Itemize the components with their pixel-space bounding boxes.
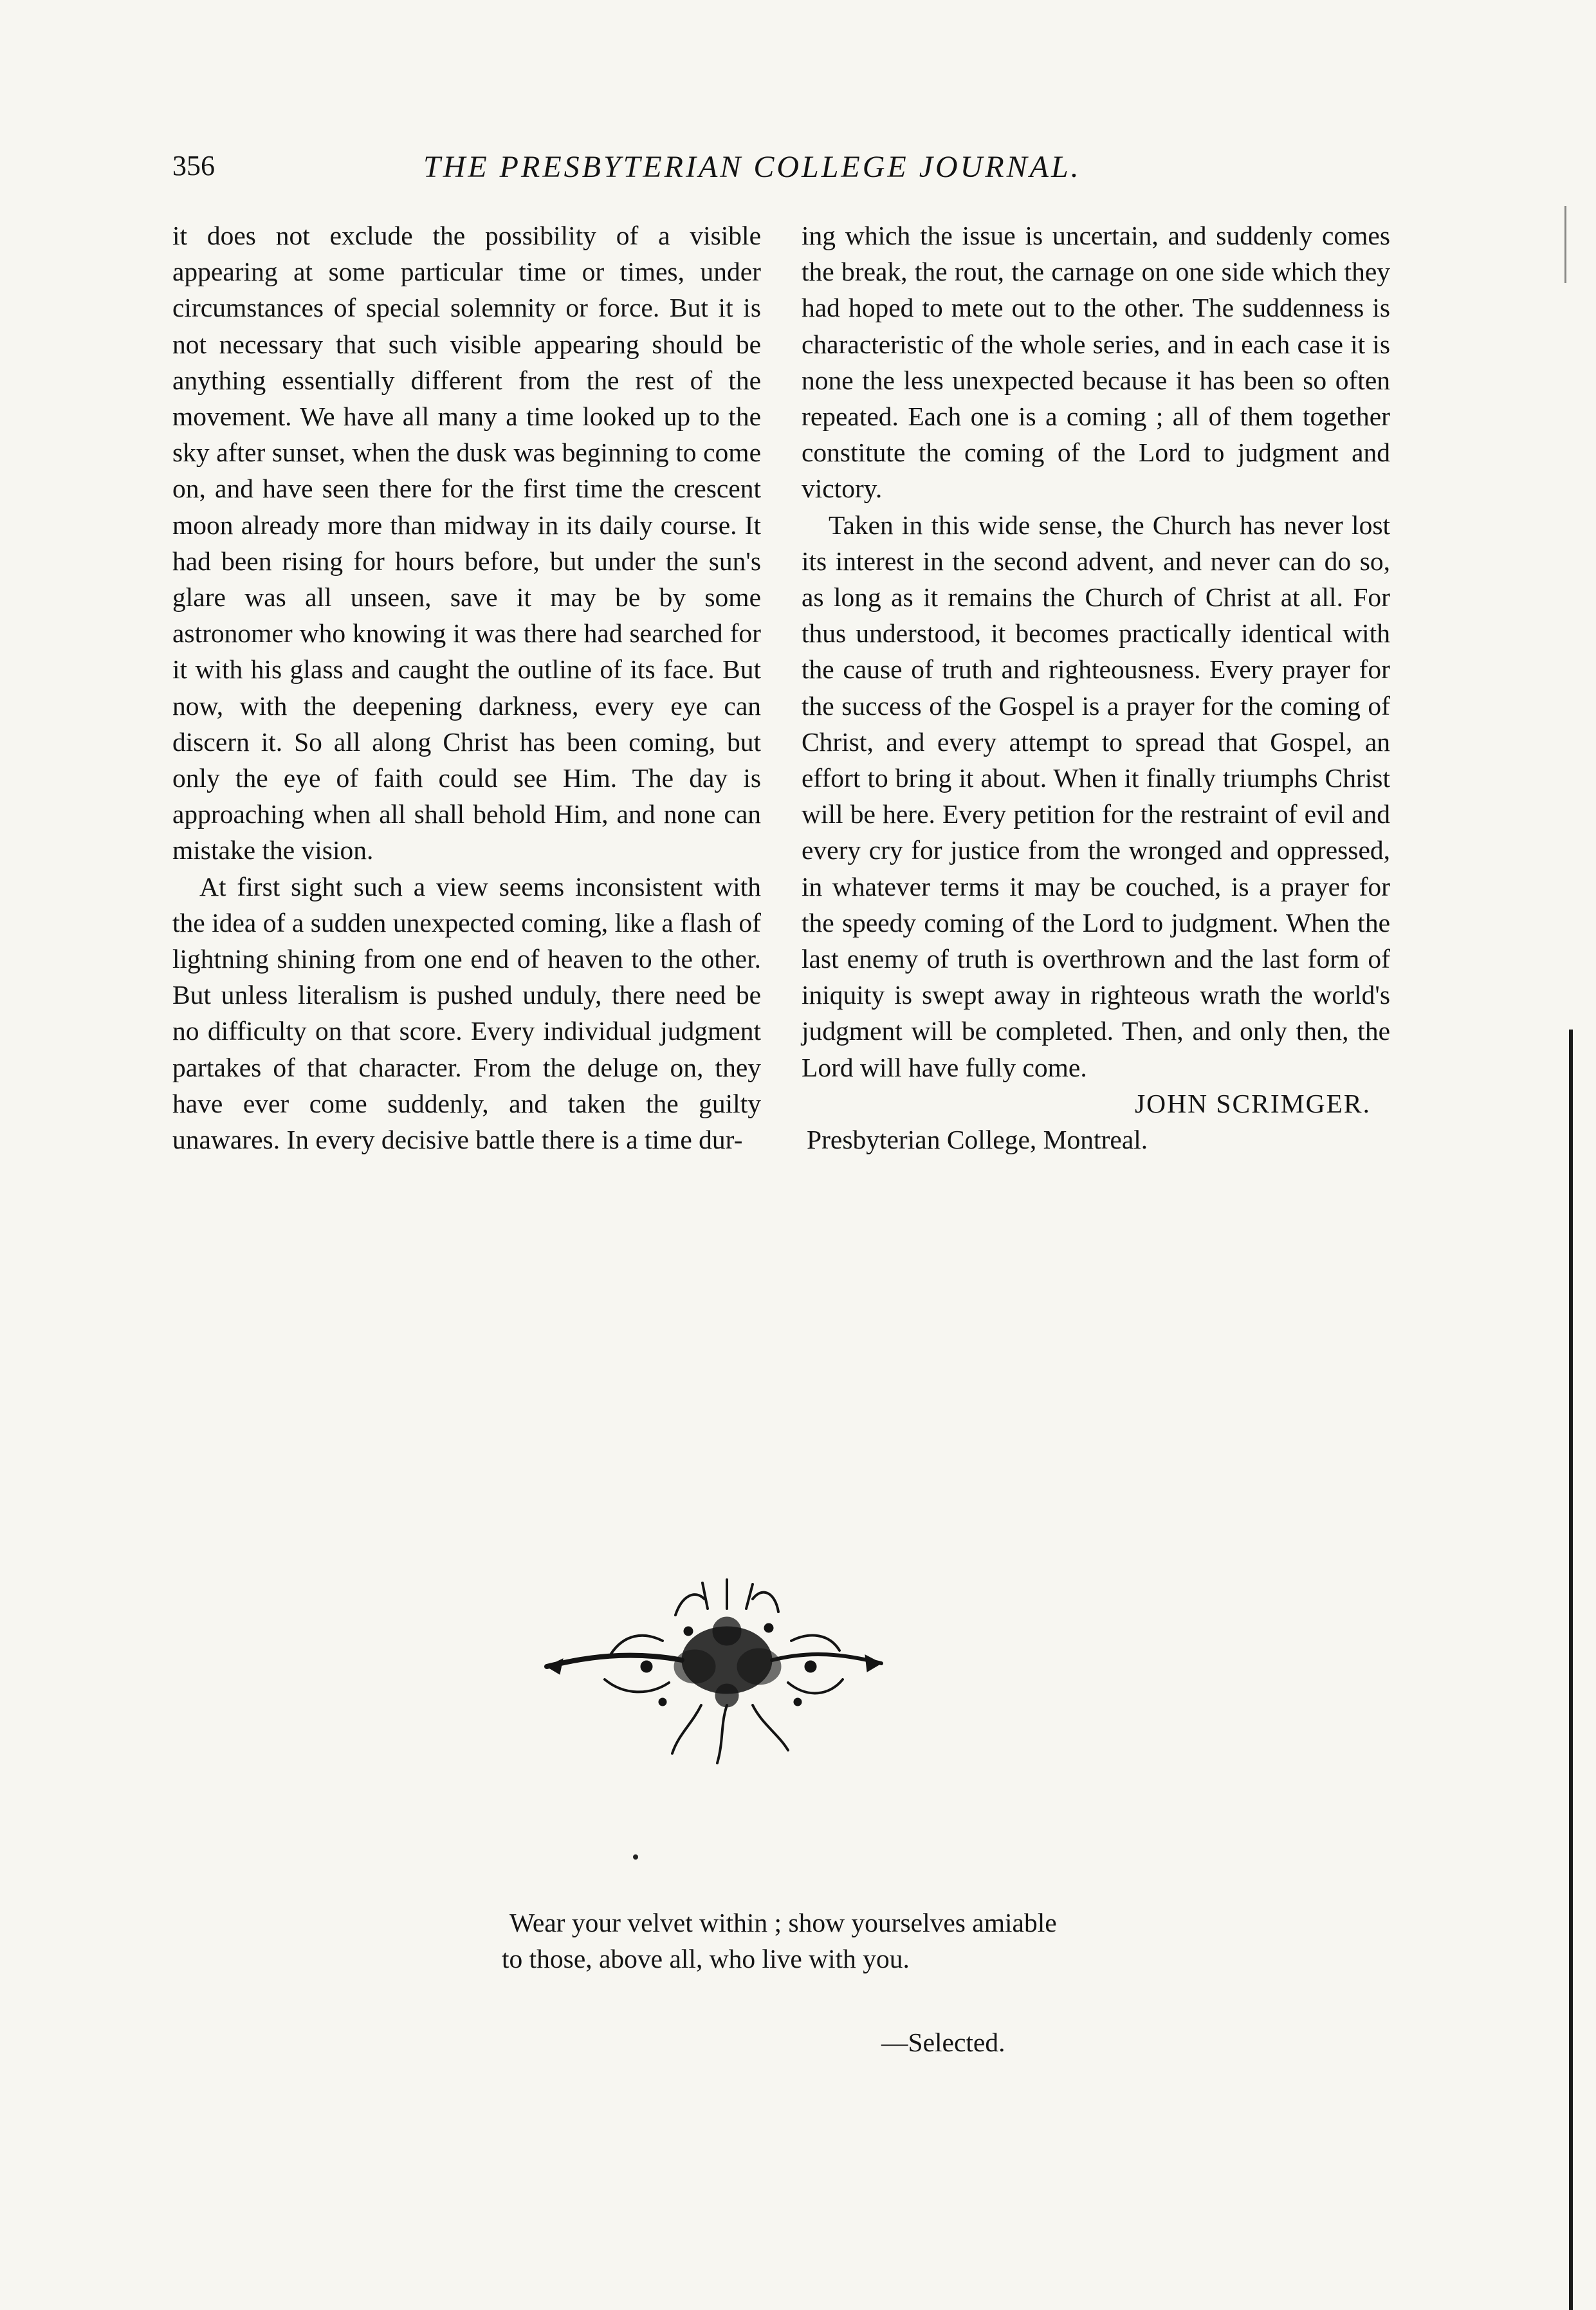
page-header: [172, 149, 1157, 201]
page-number: 356: [172, 150, 215, 181]
running-title: THE PRESBYTERIAN COLLEGE JOURNAL.: [423, 150, 1081, 184]
floral-vignette-icon: [534, 1570, 894, 1795]
right-paragraph-1: ing which the issue is uncertain, and suddenly comes the break, the rout, the carnage on one side which they had hoped to mete out to the other. The suddenness is characteristic of the whole series, and in each case it is none the less unexpected because it has been so often repeated. Each one is a coming ; all of them together constitute the coming of the Lord to judgment and victory.: [802, 221, 1390, 504]
author-signature: JOHN SCRIMGER.: [1135, 1088, 1371, 1118]
right-column: [802, 217, 1390, 1158]
left-paragraph-1: it does not exclude the possibility of a visible appearing at some particular time or times, under circumstances of special solemnity or force. But it is not necessary that such visible appearing should be anything essentially different from the rest of the movement. We have all many a time looked up to the sky after sunset, when the dusk was beginning to come on, and have seen there for the first time the crescent moon already more than midway in its daily course. It had been rising for hours before, but under the sun's glare was all unseen, save it may be by some astronomer who knowing it was there had searched for it with his glass and caught the outline of its face. But now, with the deepening darkness, every eye can discern it. So all along Christ has been coming, but only the eye of faith could see Him. The day is approaching when all shall behold Him, and none can mistake the vision.: [172, 221, 761, 865]
closing-quote: [502, 1905, 1068, 1977]
scan-edge-line: [1569, 1030, 1573, 2310]
print-speck: [633, 1854, 638, 1860]
left-column: [172, 217, 761, 1158]
left-paragraph-2: At first sight such a view seems inconsistent with the idea of a sudden unexpected coming, like a flash of lightning shining from one end of heaven to the other. But unless literalism is pushed unduly, there need be no difficulty on that score. Every individual judgment partakes of that character. From the deluge on, they have ever come suddenly, and taken the guilty unawares. In every decisive battle there is a time dur-: [172, 871, 761, 1155]
author-affiliation: Presbyterian College, Montreal.: [807, 1125, 1148, 1155]
quote-attribution: —Selected.: [881, 2028, 1005, 2057]
quote-text: Wear your velvet within ; show yourselves amiable to those, above all, who live with you.: [502, 1908, 1057, 1973]
right-paragraph-2: Taken in this wide sense, the Church has never lost its interest in the second advent, and never can do so, as long as it remains the Church of Christ at all. For thus understood, it becomes practically identical with the cause of truth and righteousness. Every prayer for the success of the Gospel is a prayer for the coming of Christ, and every attempt to spread that Gospel, an effort to bring it about. When it finally triumphs Christ will be here. Every petition for the restraint of evil and every cry for justice from the wronged and oppressed, in whatever terms it may be couched, is a prayer for the speedy coming of the Lord to judgment. When the last enemy of truth is overthrown and the last form of iniquity is swept away in righteous wrath the world's judgment will be completed. Then, and only then, the Lord will have fully come.: [802, 510, 1390, 1082]
scan-edge-mark: [1564, 206, 1566, 283]
